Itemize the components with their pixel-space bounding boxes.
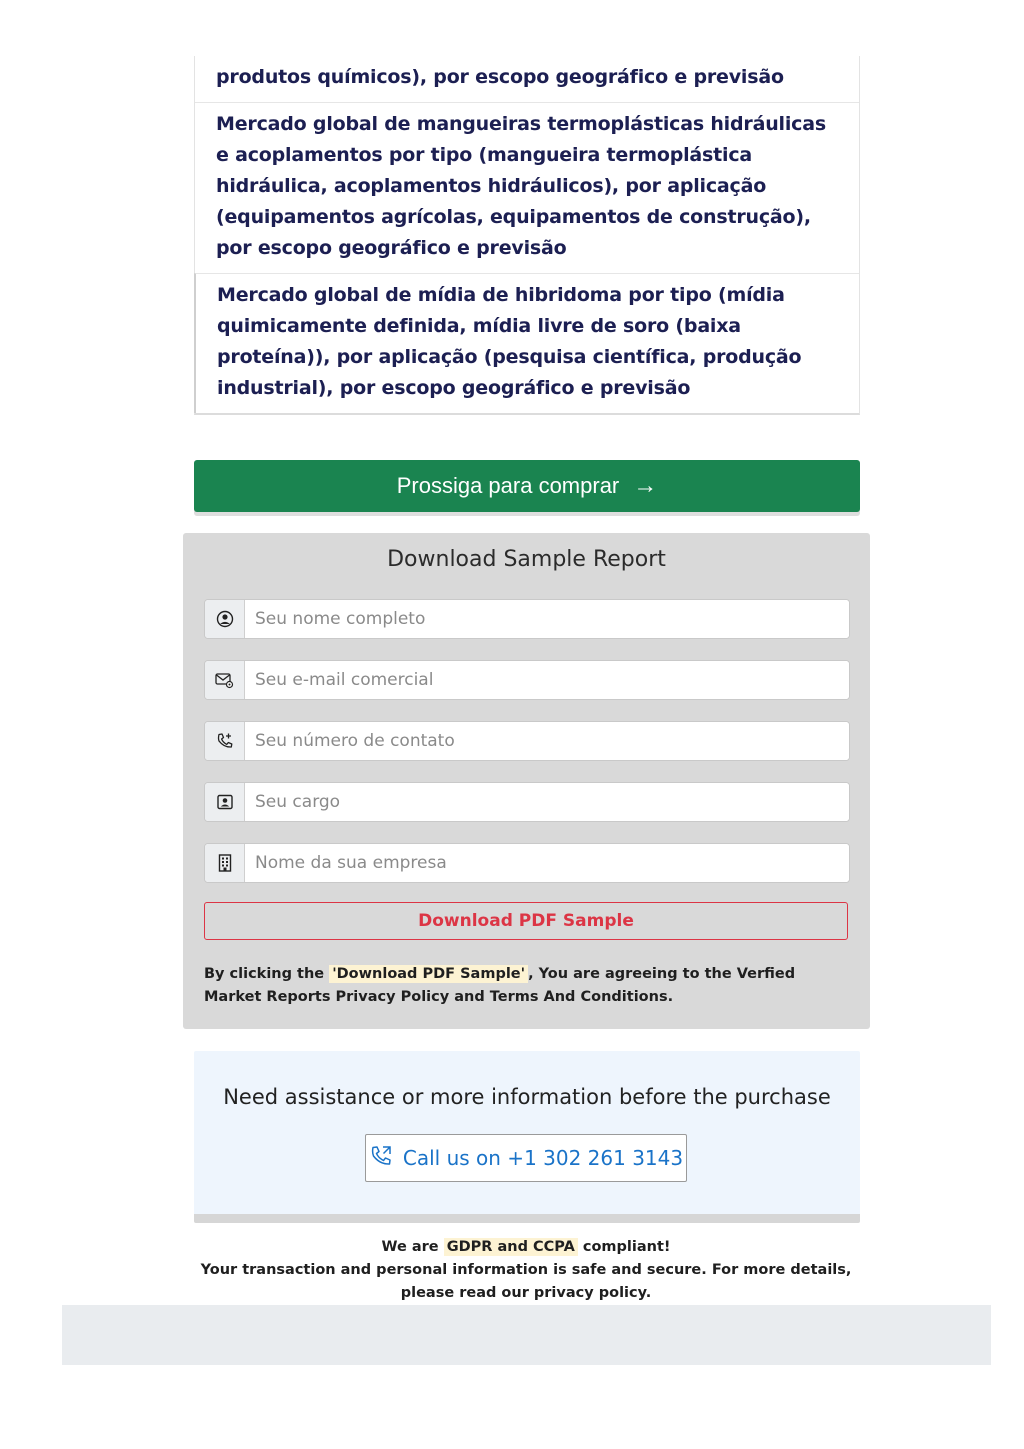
- phone-outgoing-icon: [369, 1144, 393, 1173]
- person-badge-icon: [205, 783, 245, 821]
- envelope-at-icon: [205, 661, 245, 699]
- consent-highlight: 'Download PDF Sample': [329, 965, 528, 983]
- user-circle-icon: [205, 600, 245, 638]
- related-report-link[interactable]: produtos químicos), por escopo geográfico e previsão: [216, 66, 784, 88]
- building-icon: [205, 844, 245, 882]
- call-us-label: Call us on +1 302 261 3143: [402, 1146, 684, 1170]
- full-name-field: [204, 599, 850, 639]
- related-report-link[interactable]: Mercado global de mídia de hibridoma por tipo (mídia quimicamente definida, mídia livre de soro (baixa proteína)), por aplicação (pesquisa científica, produção industrial), por escopo geográfico e previsão: [194, 273, 859, 413]
- gdpr-notice: We are GDPR and CCPA compliant! Your transaction and personal information is safe and secure. For more details, please read our privacy policy.: [190, 1236, 862, 1305]
- assistance-title: Need assistance or more information before the purchase: [223, 1085, 831, 1109]
- proceed-to-buy-button[interactable]: [194, 460, 860, 512]
- company-input[interactable]: [245, 844, 849, 882]
- consent-text: By clicking the 'Download PDF Sample' , You are agreeing to the Verfied Market Reports Privacy Policy and Terms And Conditions.: [204, 966, 796, 1005]
- privacy-notice: Your transaction and personal information is safe and secure. For more details, please read our privacy policy.: [200, 1262, 852, 1301]
- company-field: [204, 843, 850, 883]
- sample-form-title: Download Sample Report: [387, 547, 666, 572]
- arrow-right-icon: →: [633, 472, 658, 499]
- phone-input[interactable]: [245, 722, 849, 760]
- job-title-input[interactable]: [245, 783, 849, 821]
- email-field: [204, 660, 850, 700]
- footer-bar: [62, 1305, 991, 1365]
- download-pdf-sample-button[interactable]: Download PDF Sample: [204, 902, 848, 940]
- gdpr-highlight: GDPR and CCPA: [444, 1238, 578, 1256]
- related-reports-list: [194, 56, 860, 415]
- assistance-box: [194, 1051, 860, 1223]
- job-title-field: [204, 782, 850, 822]
- sample-report-form: [183, 533, 870, 1029]
- email-input[interactable]: [245, 661, 849, 699]
- full-name-input[interactable]: [245, 600, 849, 638]
- proceed-to-buy-label: Prossiga para comprar: [396, 473, 620, 498]
- call-us-button[interactable]: [365, 1134, 687, 1182]
- telephone-plus-icon: [205, 722, 245, 760]
- related-report-link[interactable]: Mercado global de mangueiras termoplásticas hidráulicas e acoplamentos por tipo (mangueira termoplástica hidráulica, acoplamentos hidráulicos), por aplicação (equipamentos agrícolas, equipamentos de construção), por escopo geográfico e previsão: [195, 102, 859, 273]
- phone-field: [204, 721, 850, 761]
